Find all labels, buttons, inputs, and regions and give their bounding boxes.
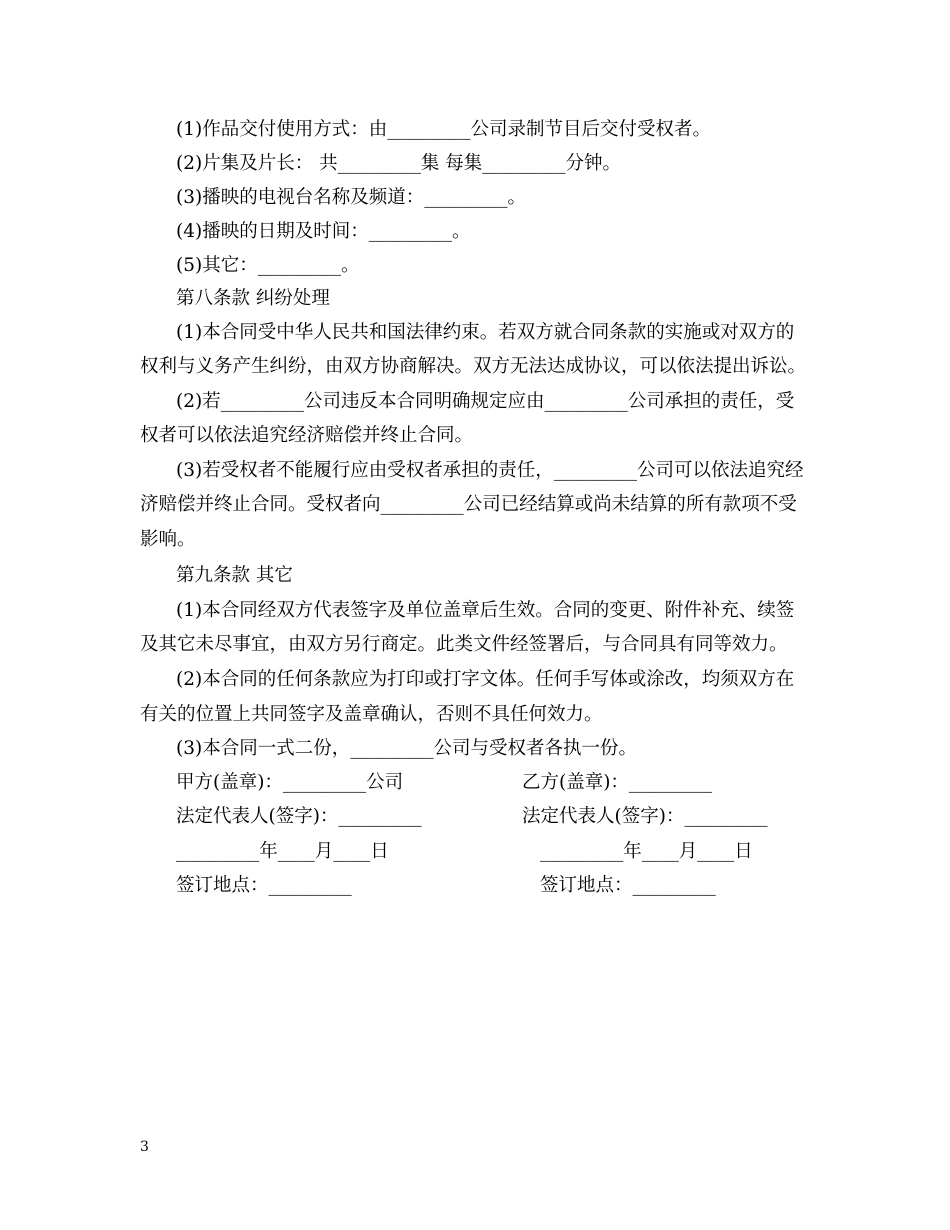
party-b-seal: 乙方(盖章)：_________ <box>522 772 713 793</box>
clause-7-item-5: (5)其它：_________。 <box>176 255 360 276</box>
party-a-seal: 甲方(盖章)：_________公司 <box>176 772 404 793</box>
clause-8-item-3-line-3: 影响。 <box>140 529 196 550</box>
clause-7-item-3: (3)播映的电视台名称及频道：_________。 <box>176 187 526 208</box>
clause-8-item-3-line-2: 济赔偿并终止合同。受权者向_________公司已经结算或尚未结算的所有款项不受 <box>140 494 797 515</box>
clause-8-heading: 第八条款 纠纷处理 <box>176 288 330 309</box>
clause-7-item-2: (2)片集及片长： 共_________集 每集_________分钟。 <box>176 153 621 174</box>
party-a-signing-place: 签订地点：_________ <box>176 875 352 896</box>
clause-9-heading: 第九条款 其它 <box>176 565 293 586</box>
clause-8-item-1-line-2: 权利与义务产生纠纷，由双方协商解决。双方无法达成协议，可以依法提出诉讼。 <box>140 356 807 377</box>
party-b-signing-place: 签订地点：_________ <box>540 875 716 896</box>
clause-9-item-2-line-1: (2)本合同的任何条款应为打印或打字文体。任何手写体或涂改，均须双方在 <box>176 669 795 690</box>
clause-9-item-3: (3)本合同一式二份，_________公司与受权者各执一份。 <box>176 738 637 759</box>
clause-7-item-4: (4)播映的日期及时间：_________。 <box>176 221 471 242</box>
party-b-date: _________年____月____日 <box>540 841 753 862</box>
page-number: 3 <box>140 1139 149 1155</box>
clause-9-item-1-line-1: (1)本合同经双方代表签字及单位盖章后生效。合同的变更、附件补充、续签 <box>176 600 795 621</box>
clause-8-item-2-line-2: 权者可以依法追究经济赔偿并终止合同。 <box>140 425 474 446</box>
clause-7-item-1: (1)作品交付使用方式：由_________公司录制节目后交付受权者。 <box>176 119 711 140</box>
clause-8-item-3-line-1: (3)若受权者不能履行应由受权者承担的责任，_________公司可以依法追究经 <box>176 460 804 481</box>
party-a-date: _________年____月____日 <box>176 841 389 862</box>
clause-8-item-1-line-1: (1)本合同受中华人民共和国法律约束。若双方就合同条款的实施或对双方的 <box>176 322 795 343</box>
clause-9-item-2-line-2: 有关的位置上共同签字及盖章确认，否则不具任何效力。 <box>140 704 603 725</box>
party-a-representative: 法定代表人(签字)：_________ <box>176 806 422 827</box>
clause-9-item-1-line-2: 及其它未尽事宜，由双方另行商定。此类文件经签署后，与合同具有同等效力。 <box>140 634 788 655</box>
party-b-representative: 法定代表人(签字)：_________ <box>522 806 768 827</box>
clause-8-item-2-line-1: (2)若_________公司违反本合同明确规定应由_________公司承担的责任，受 <box>176 391 795 412</box>
